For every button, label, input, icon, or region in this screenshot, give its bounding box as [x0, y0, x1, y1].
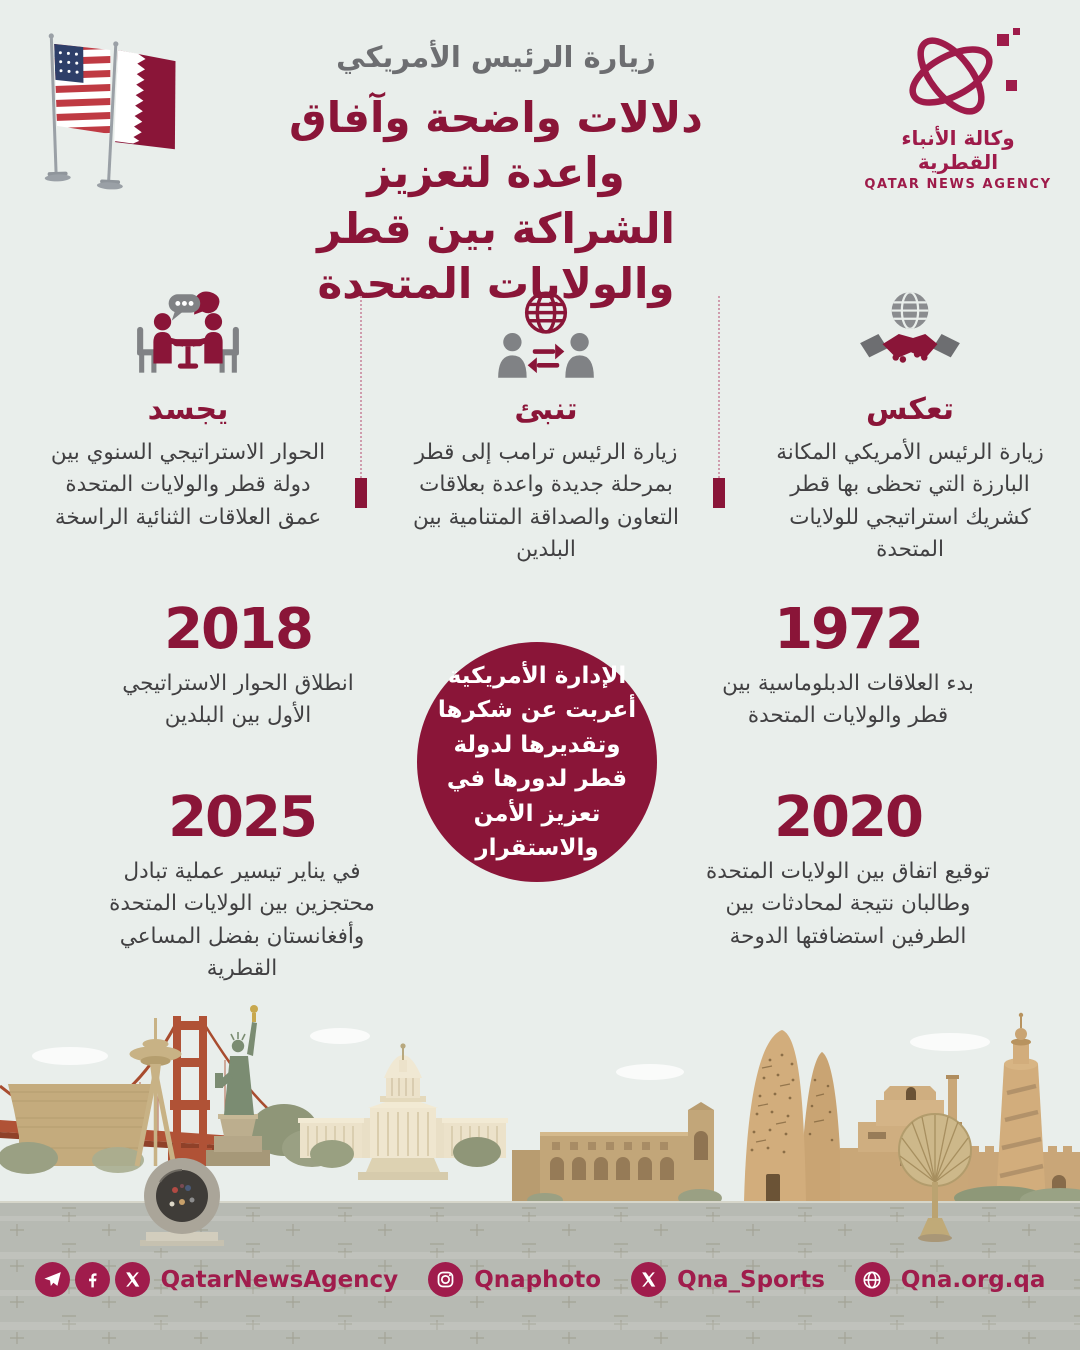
milestone-2025: [82, 785, 402, 985]
pillar-text: زيارة الرئيس ترامب إلى قطر بمرحلة جديدة واعدة بعلاقات التعاون والصداقة المتنامية بين البلدين: [412, 440, 680, 562]
page-title: [238, 90, 754, 312]
highlight-circle: [417, 642, 657, 882]
social-handle[interactable]: Qna_Sports: [677, 1266, 825, 1293]
social-group-x-sports[interactable]: [631, 1262, 825, 1297]
column-divider: [718, 296, 720, 478]
column-divider: [360, 296, 362, 478]
x-icon[interactable]: [115, 1262, 150, 1297]
us-qatar-desk-flags: [34, 30, 194, 200]
qna-logo: [858, 26, 1058, 192]
telegram-icon[interactable]: [35, 1262, 70, 1297]
social-group-instagram[interactable]: [428, 1262, 601, 1297]
title-line-1: دلالات واضحة وآفاق واعدة لتعزيز: [289, 93, 703, 198]
pillar-text: زيارة الرئيس الأمريكي المكانة البارزة التي تحظى بها قطر كشريك استراتيجي للولايات المتحدة: [776, 440, 1044, 562]
milestone-text: بدء العلاقات الدبلوماسية بين قطر والولايات المتحدة: [722, 671, 974, 729]
statue-of-liberty: [206, 1005, 270, 1166]
social-group-main[interactable]: [35, 1262, 399, 1297]
pillar-embodies: [46, 288, 330, 534]
milestone-year: 2020: [774, 785, 922, 850]
usa-flag: [40, 31, 117, 182]
milestone-year: 1972: [774, 597, 922, 662]
kicker-title: زيارة الرئيس الأمريكي: [336, 40, 656, 74]
people-exchange-globe-icon: [405, 288, 687, 380]
globe-icon[interactable]: [855, 1262, 890, 1297]
pillar-text: الحوار الاستراتيجي السنوي بين دولة قطر والولايات المتحدة عمق العلاقات الثنائية الراسخة: [50, 440, 326, 530]
milestone-text: انطلاق الحوار الاستراتيجي الأول بين البلدين: [122, 671, 354, 729]
portal-sculpture: [140, 1158, 224, 1246]
social-handle[interactable]: QatarNewsAgency: [160, 1266, 399, 1293]
milestone-2020: [688, 785, 1008, 953]
milestone-year: 2025: [168, 785, 316, 850]
katara-pigeon-towers: [744, 1030, 842, 1202]
social-group-website[interactable]: [855, 1262, 1046, 1297]
milestone-year: 2018: [164, 597, 312, 662]
pillar-heading: يجسد: [147, 392, 229, 427]
highlight-text: الإدارة الأمريكية أعربت عن شكرها وتقديرها لدولة قطر لدورها في تعزيز الأمن والاستقرار: [437, 662, 637, 861]
us-capitol: [298, 1043, 508, 1180]
qna-logo-english: QATAR NEWS AGENCY: [864, 177, 1052, 192]
x-icon[interactable]: [631, 1262, 666, 1297]
handshake-globe-icon: [763, 288, 1057, 380]
social-handle[interactable]: Qnaphoto: [474, 1266, 602, 1293]
qna-logo-mark-icon: [873, 26, 1043, 122]
pillar-heading: تنبئ: [514, 392, 578, 427]
pillar-heading: تعكس: [865, 392, 955, 427]
pillar-heralds: [405, 288, 687, 566]
social-bar: [0, 1262, 1080, 1297]
title-line-2: الشراكة بين قطر والولايات المتحدة: [317, 203, 675, 309]
milestone-1972: [703, 597, 993, 733]
facebook-icon[interactable]: [75, 1262, 110, 1297]
pillar-reflects: [763, 288, 1057, 566]
milestone-text: توقيع اتفاق بين الولايات المتحدة وطالبان نتيجة لمحادثات بين الطرفين استضافتها الدوحة: [705, 859, 991, 949]
qna-logo-arabic: وكالة الأنباء القطرية: [901, 126, 1015, 174]
milestone-2018: [100, 597, 376, 733]
social-handle[interactable]: Qna.org.qa: [900, 1266, 1046, 1293]
instagram-icon[interactable]: [428, 1262, 463, 1297]
milestone-text: في يناير تيسير عملية تبادل محتجزين بين الولايات المتحدة وأفغانستان بفضل المساعي القطرية: [109, 859, 375, 981]
dialogue-meeting-icon: [46, 288, 330, 380]
katara-amphitheatre: [512, 1102, 714, 1202]
